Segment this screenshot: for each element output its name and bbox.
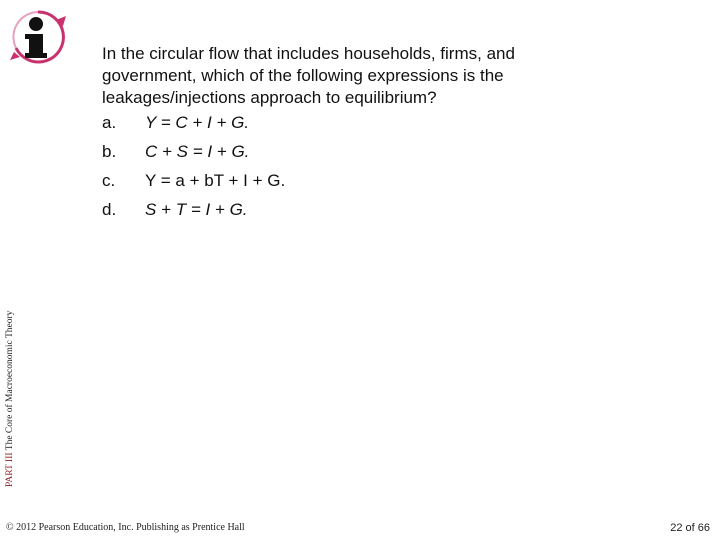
part-number: PART III: [5, 452, 15, 487]
part-sidebar-label: [5, 307, 15, 487]
option-b: [102, 141, 622, 167]
option-letter: d.: [102, 200, 117, 219]
question-line: government, which of the following expressions is the: [102, 66, 504, 85]
info-logo-icon: [8, 8, 68, 66]
option-expression: Y = a + bT + I + G.: [145, 171, 286, 190]
question-line: In the circular flow that includes households, firms, and: [102, 44, 515, 63]
page-counter: 22 of 66: [670, 522, 710, 534]
option-d: [102, 199, 622, 225]
option-c: [102, 170, 622, 196]
question-line: leakages/injections approach to equilibrium?: [102, 88, 437, 107]
option-expression: Y = C + I + G.: [145, 113, 250, 132]
question-block: [102, 43, 622, 225]
option-letter: a.: [102, 113, 117, 132]
option-letter: b.: [102, 142, 117, 161]
option-a: [102, 112, 622, 138]
option-expression: C + S = I + G.: [145, 142, 250, 161]
part-title: The Core of Macroeconomic Theory: [5, 310, 15, 451]
option-expression: S + T = I + G.: [145, 200, 248, 219]
option-letter: c.: [102, 171, 116, 190]
copyright-footer: © 2012 Pearson Education, Inc. Publishing as Prentice Hall: [6, 522, 245, 533]
